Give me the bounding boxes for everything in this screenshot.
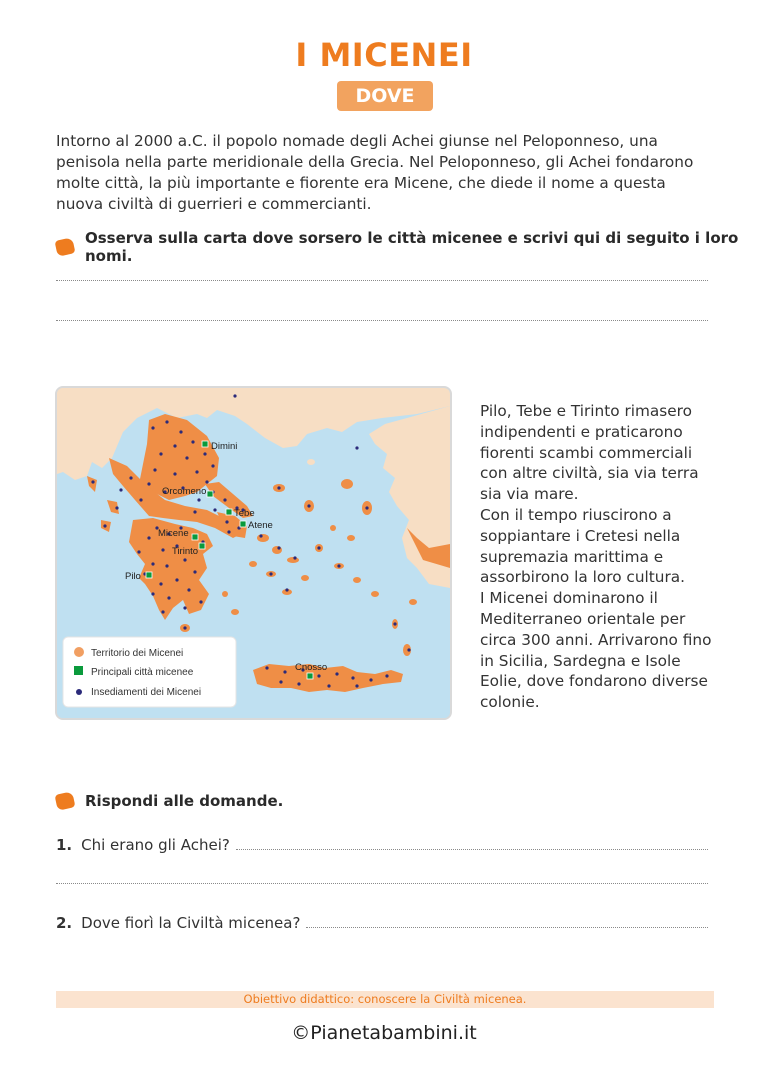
question-1 (56, 836, 708, 854)
side-text-2: Con il tempo riuscirono a soppiantare i Cretesi nella supremazia marittima e assorbirono la loro cultura. (480, 505, 685, 587)
task-observe (56, 229, 768, 265)
site-credit: ©Pianetabambini.it (291, 1022, 477, 1044)
map-legend (63, 637, 236, 707)
city-label-cnosso: Cnosso (295, 662, 328, 673)
intro-paragraph: Intorno al 2000 a.C. il popolo nomade degli Achei giunse nel Peloponneso, una penisola nella parte meridionale della Grecia. Nel Peloponneso, gli Achei fondarono molte città, la più importante e fiorente era Micene, che diede il nome a questa nuova civiltà di guerrieri e commercianti. (56, 132, 694, 213)
answer-line-1[interactable] (56, 280, 708, 281)
city-label-tirinto: Tirinto (172, 546, 199, 557)
city-label-micene: Micene (158, 528, 189, 539)
side-text-1: Pilo, Tebe e Tirinto rimasero indipendenti e praticarono fiorenti scambi commerciali con altre civiltà, sia via terra sia via mare. (480, 402, 699, 504)
legend-main-cities: Principali città micenee (91, 667, 194, 678)
section-badge: DOVE (337, 81, 433, 111)
city-label-orcomeno: Orcomeno (162, 486, 207, 497)
task-answer-label: Rispondi alle domande. (85, 792, 284, 810)
objective-banner: Obiettivo didattico: conoscere la Civiltà micenea. (56, 991, 714, 1008)
question-1-answer-line[interactable] (236, 849, 708, 850)
question-2-number: 2. (56, 914, 73, 932)
legend-territory: Territorio dei Micenei (91, 648, 184, 659)
question-1-answer-line-2[interactable] (56, 883, 708, 884)
answer-line-2[interactable] (56, 320, 708, 321)
task-observe-label: Osserva sulla carta dove sorsero le città micenee e scrivi qui di seguito i loro nomi. (85, 229, 739, 265)
question-1-number: 1. (56, 836, 73, 854)
question-1-text: Chi erano gli Achei? (81, 836, 230, 854)
legend-settlements: Insediamenti dei Micenei (91, 687, 202, 698)
question-2 (56, 914, 708, 932)
side-text-3: I Micenei dominarono il Mediterraneo orientale per circa 300 anni. Arrivarono fino in Sicilia, Sardegna e Isole Eolie, dove fondarono diverse colonie. (480, 589, 712, 712)
city-label-dimini: Dimini (211, 441, 238, 452)
bullet-square-icon (55, 237, 76, 256)
task-answer (56, 792, 283, 810)
bullet-square-icon (55, 791, 76, 810)
map-graphic (57, 388, 450, 718)
city-label-tebe: Tebe (234, 508, 255, 519)
city-label-pilo: Pilo (125, 571, 141, 582)
question-2-text: Dove fiorì la Civiltà micenea? (81, 914, 301, 932)
city-label-atene: Atene (248, 520, 273, 531)
side-paragraph (480, 401, 720, 713)
map-mycenaean-greece (55, 386, 452, 720)
page-title: I MICENEI (295, 36, 473, 74)
question-2-answer-line[interactable] (306, 927, 708, 928)
